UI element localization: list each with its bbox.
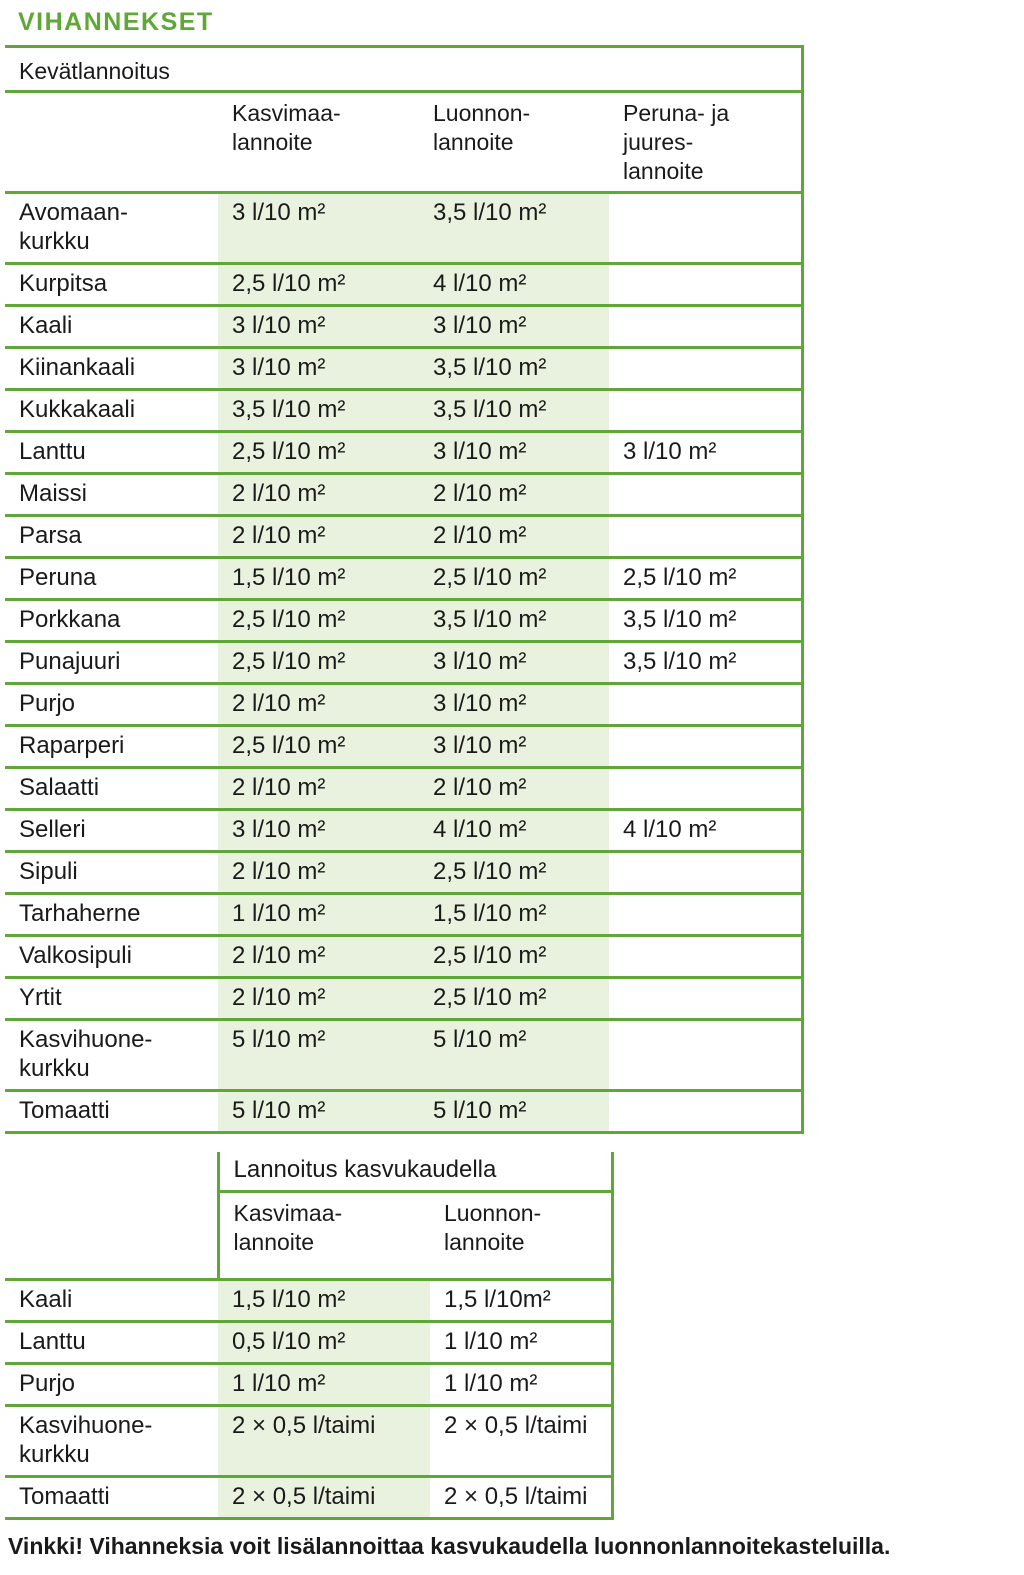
amount-cell [609,727,801,731]
vegetable-name [5,601,218,634]
vegetable-name [5,433,218,466]
amount-cell [609,349,801,353]
amount-cell [609,979,801,983]
amount-cell: 2 l/10 m² [433,480,527,507]
vegetable-name-line: Valkosipuli [19,942,132,969]
column-header-line: Kasvimaa- [233,1200,343,1226]
amount-cell: 1,5 l/10 m² [232,564,346,591]
vegetable-name [5,1478,218,1511]
vegetable-name-line: Raparperi [19,732,125,759]
amount-cell: 3 l/10 m² [433,648,527,675]
vegetable-name [5,391,218,424]
vegetable-name-line: kurkku [19,228,90,255]
vegetable-name-line: Purjo [19,690,76,717]
amount-cell: 2 l/10 m² [433,522,527,549]
amount-cell: 3 l/10 m² [232,816,326,843]
amount-cell: 5 l/10 m² [232,1026,326,1053]
amount-cell: 0,5 l/10 m² [232,1328,346,1355]
table-row [5,978,802,1020]
amount-cell: 2,5 l/10 m² [232,606,346,633]
amount-cell: 3,5 l/10 m² [433,606,547,633]
amount-cell: 5 l/10 m² [433,1026,527,1053]
amount-cell: 3 l/10 m² [623,438,717,465]
vegetable-name-line: Lanttu [19,438,86,465]
amount-cell: 2,5 l/10 m² [232,270,346,297]
column-header-line: Peruna- ja [623,100,730,126]
amount-cell [609,1021,801,1025]
amount-cell: 3 l/10 m² [433,732,527,759]
vegetable-name-line: Purjo [19,1370,76,1397]
column-header-line: Luonnon- [444,1200,542,1226]
amount-cell: 3,5 l/10 m² [433,354,547,381]
vegetable-name-line: Kaali [19,312,73,339]
table-row [5,852,802,894]
vegetable-name-line: kurkku [19,1055,90,1082]
amount-cell: 2,5 l/10 m² [433,564,547,591]
season-column-header [430,1193,611,1257]
vegetable-name [5,643,218,676]
amount-cell: 2,5 l/10 m² [433,858,547,885]
column-header-line: lannoite [233,1229,315,1255]
amount-cell: 2,5 l/10 m² [232,438,346,465]
column-header-line: juures- [623,129,694,155]
amount-cell: 4 l/10 m² [623,816,717,843]
table-row [5,264,802,306]
amount-cell [609,194,801,198]
amount-cell: 2 l/10 m² [232,774,326,801]
amount-cell: 2,5 l/10 m² [433,942,547,969]
amount-cell [609,895,801,899]
amount-cell: 2 l/10 m² [232,690,326,717]
vegetable-name-line: Parsa [19,522,82,549]
vegetable-name-line: Lanttu [19,1328,86,1355]
vegetable-name [5,1365,218,1398]
vegetable-name-line: kurkku [19,1441,90,1468]
amount-cell [609,307,801,311]
vegetable-name [5,1407,218,1469]
amount-cell: 2 l/10 m² [232,858,326,885]
amount-cell [609,685,801,689]
amount-cell: 2 × 0,5 l/taimi [232,1412,376,1439]
table-row [5,1280,612,1322]
table-row [5,894,802,936]
amount-cell [609,517,801,521]
vegetable-name [5,937,218,970]
amount-cell: 1 l/10 m² [232,900,326,927]
vegetable-name [5,1021,218,1083]
table-row [5,726,802,768]
vegetable-name [5,979,218,1012]
amount-cell: 3,5 l/10 m² [433,396,547,423]
vegetable-name [5,194,218,256]
vegetable-name-line: Kaali [19,1286,73,1313]
column-header-line: Kasvimaa- [232,100,341,126]
amount-cell: 3,5 l/10 m² [623,606,737,633]
spring-fertilization-table [5,45,804,1134]
amount-cell: 2 l/10 m² [232,984,326,1011]
vegetable-name [5,811,218,844]
tip-text: Vinkki! Vihanneksia voit lisälannoittaa kasvukaudella luonnonlannoitekasteluilla. [8,1533,891,1559]
amount-cell: 3,5 l/10 m² [433,199,547,226]
table-row [5,1322,612,1364]
amount-cell: 1,5 l/10m² [444,1286,551,1313]
vegetable-name-line: Tarhaherne [19,900,141,927]
table-row [5,1364,612,1406]
amount-cell [609,1092,801,1096]
vegetable-name-line: Kurpitsa [19,270,108,297]
vegetable-name-line: Yrtit [19,984,62,1011]
table-row [5,474,802,516]
amount-cell: 2 l/10 m² [232,522,326,549]
amount-cell: 3,5 l/10 m² [623,648,737,675]
table-row [5,516,802,558]
table-row [5,390,802,432]
amount-cell: 1,5 l/10 m² [232,1286,346,1313]
table-row [5,936,802,978]
vegetable-name-line: Punajuuri [19,648,121,675]
vegetable-name-line: Peruna [19,564,97,591]
table-row [5,684,802,726]
table-row [5,768,802,810]
vegetable-name-line: Salaatti [19,774,100,801]
column-header-line: lannoite [232,129,313,155]
amount-cell: 2 × 0,5 l/taimi [232,1483,376,1510]
amount-cell: 3 l/10 m² [433,438,527,465]
spring-column-header [609,93,801,186]
season-column-header [220,1193,431,1257]
amount-cell: 2 l/10 m² [433,774,527,801]
table-row [5,810,802,852]
season-section-title: Lannoitus kasvukaudella [233,1156,497,1183]
amount-cell: 5 l/10 m² [433,1097,527,1124]
vegetable-name [5,559,218,592]
vegetable-name [5,517,218,550]
amount-cell [609,265,801,269]
vegetable-name-line: Tomaatti [19,1483,110,1510]
amount-cell: 3,5 l/10 m² [232,396,346,423]
vegetable-name [5,349,218,382]
amount-cell: 2,5 l/10 m² [433,984,547,1011]
column-header-line: lannoite [433,129,514,155]
amount-cell: 1 l/10 m² [444,1370,538,1397]
amount-cell: 3 l/10 m² [232,354,326,381]
amount-cell: 4 l/10 m² [433,270,527,297]
amount-cell: 5 l/10 m² [232,1097,326,1124]
vegetable-name [5,853,218,886]
spring-section-title: Kevätlannoitus [19,58,170,84]
vegetable-name-line: Kasvihuone- [19,1026,153,1053]
amount-cell: 2 × 0,5 l/taimi [444,1412,588,1439]
spring-column-header [218,93,419,157]
amount-cell: 3 l/10 m² [433,690,527,717]
amount-cell: 2,5 l/10 m² [623,564,737,591]
amount-cell: 3 l/10 m² [433,312,527,339]
vegetable-name-line: Kasvihuone- [19,1412,153,1439]
table-row [5,642,802,684]
vegetable-name [5,307,218,340]
amount-cell: 3 l/10 m² [232,199,326,226]
table-row [5,600,802,642]
amount-cell: 2,5 l/10 m² [232,648,346,675]
table-row [5,432,802,474]
vegetable-name [5,1092,218,1125]
amount-cell: 2,5 l/10 m² [232,732,346,759]
amount-cell: 2 × 0,5 l/taimi [444,1483,588,1510]
vegetable-name-line: Avomaan- [19,199,128,226]
column-header-line: lannoite [444,1229,525,1255]
amount-cell: 1 l/10 m² [232,1370,326,1397]
table-row [5,1477,612,1519]
table-row [5,193,802,264]
vegetable-name [5,895,218,928]
table-row [5,348,802,390]
amount-cell: 3 l/10 m² [232,312,326,339]
column-header-line: lannoite [623,158,704,184]
vegetable-name-line: Selleri [19,816,86,843]
amount-cell [609,853,801,857]
amount-cell: 2 l/10 m² [232,942,326,969]
amount-cell [609,391,801,395]
vegetable-name-line: Kiinankaali [19,354,136,381]
vegetable-name-line: Porkkana [19,606,121,633]
vegetable-name [5,475,218,508]
table-row [5,1020,802,1091]
amount-cell: 1 l/10 m² [444,1328,538,1355]
vegetable-name-line: Maissi [19,480,88,507]
season-fertilization-table [5,1152,614,1520]
vegetable-name [5,265,218,298]
amount-cell: 4 l/10 m² [433,816,527,843]
table-row [5,306,802,348]
vegetable-name [5,1281,218,1314]
vegetable-name [5,727,218,760]
vegetable-name-line: Tomaatti [19,1097,110,1124]
amount-cell: 2 l/10 m² [232,480,326,507]
vegetable-name [5,1323,218,1356]
vegetable-name [5,685,218,718]
table-row [5,1406,612,1477]
vegetable-name-line: Kukkakaali [19,396,136,423]
table-row [5,558,802,600]
amount-cell [609,937,801,941]
vegetable-name [5,769,218,802]
vegetable-name-line: Sipuli [19,858,78,885]
page-title: VIHANNEKSET [18,8,214,36]
amount-cell [609,475,801,479]
table-row [5,1091,802,1133]
amount-cell [609,769,801,773]
column-header-line: Luonnon- [433,100,531,126]
spring-column-header [419,93,609,157]
amount-cell: 1,5 l/10 m² [433,900,547,927]
